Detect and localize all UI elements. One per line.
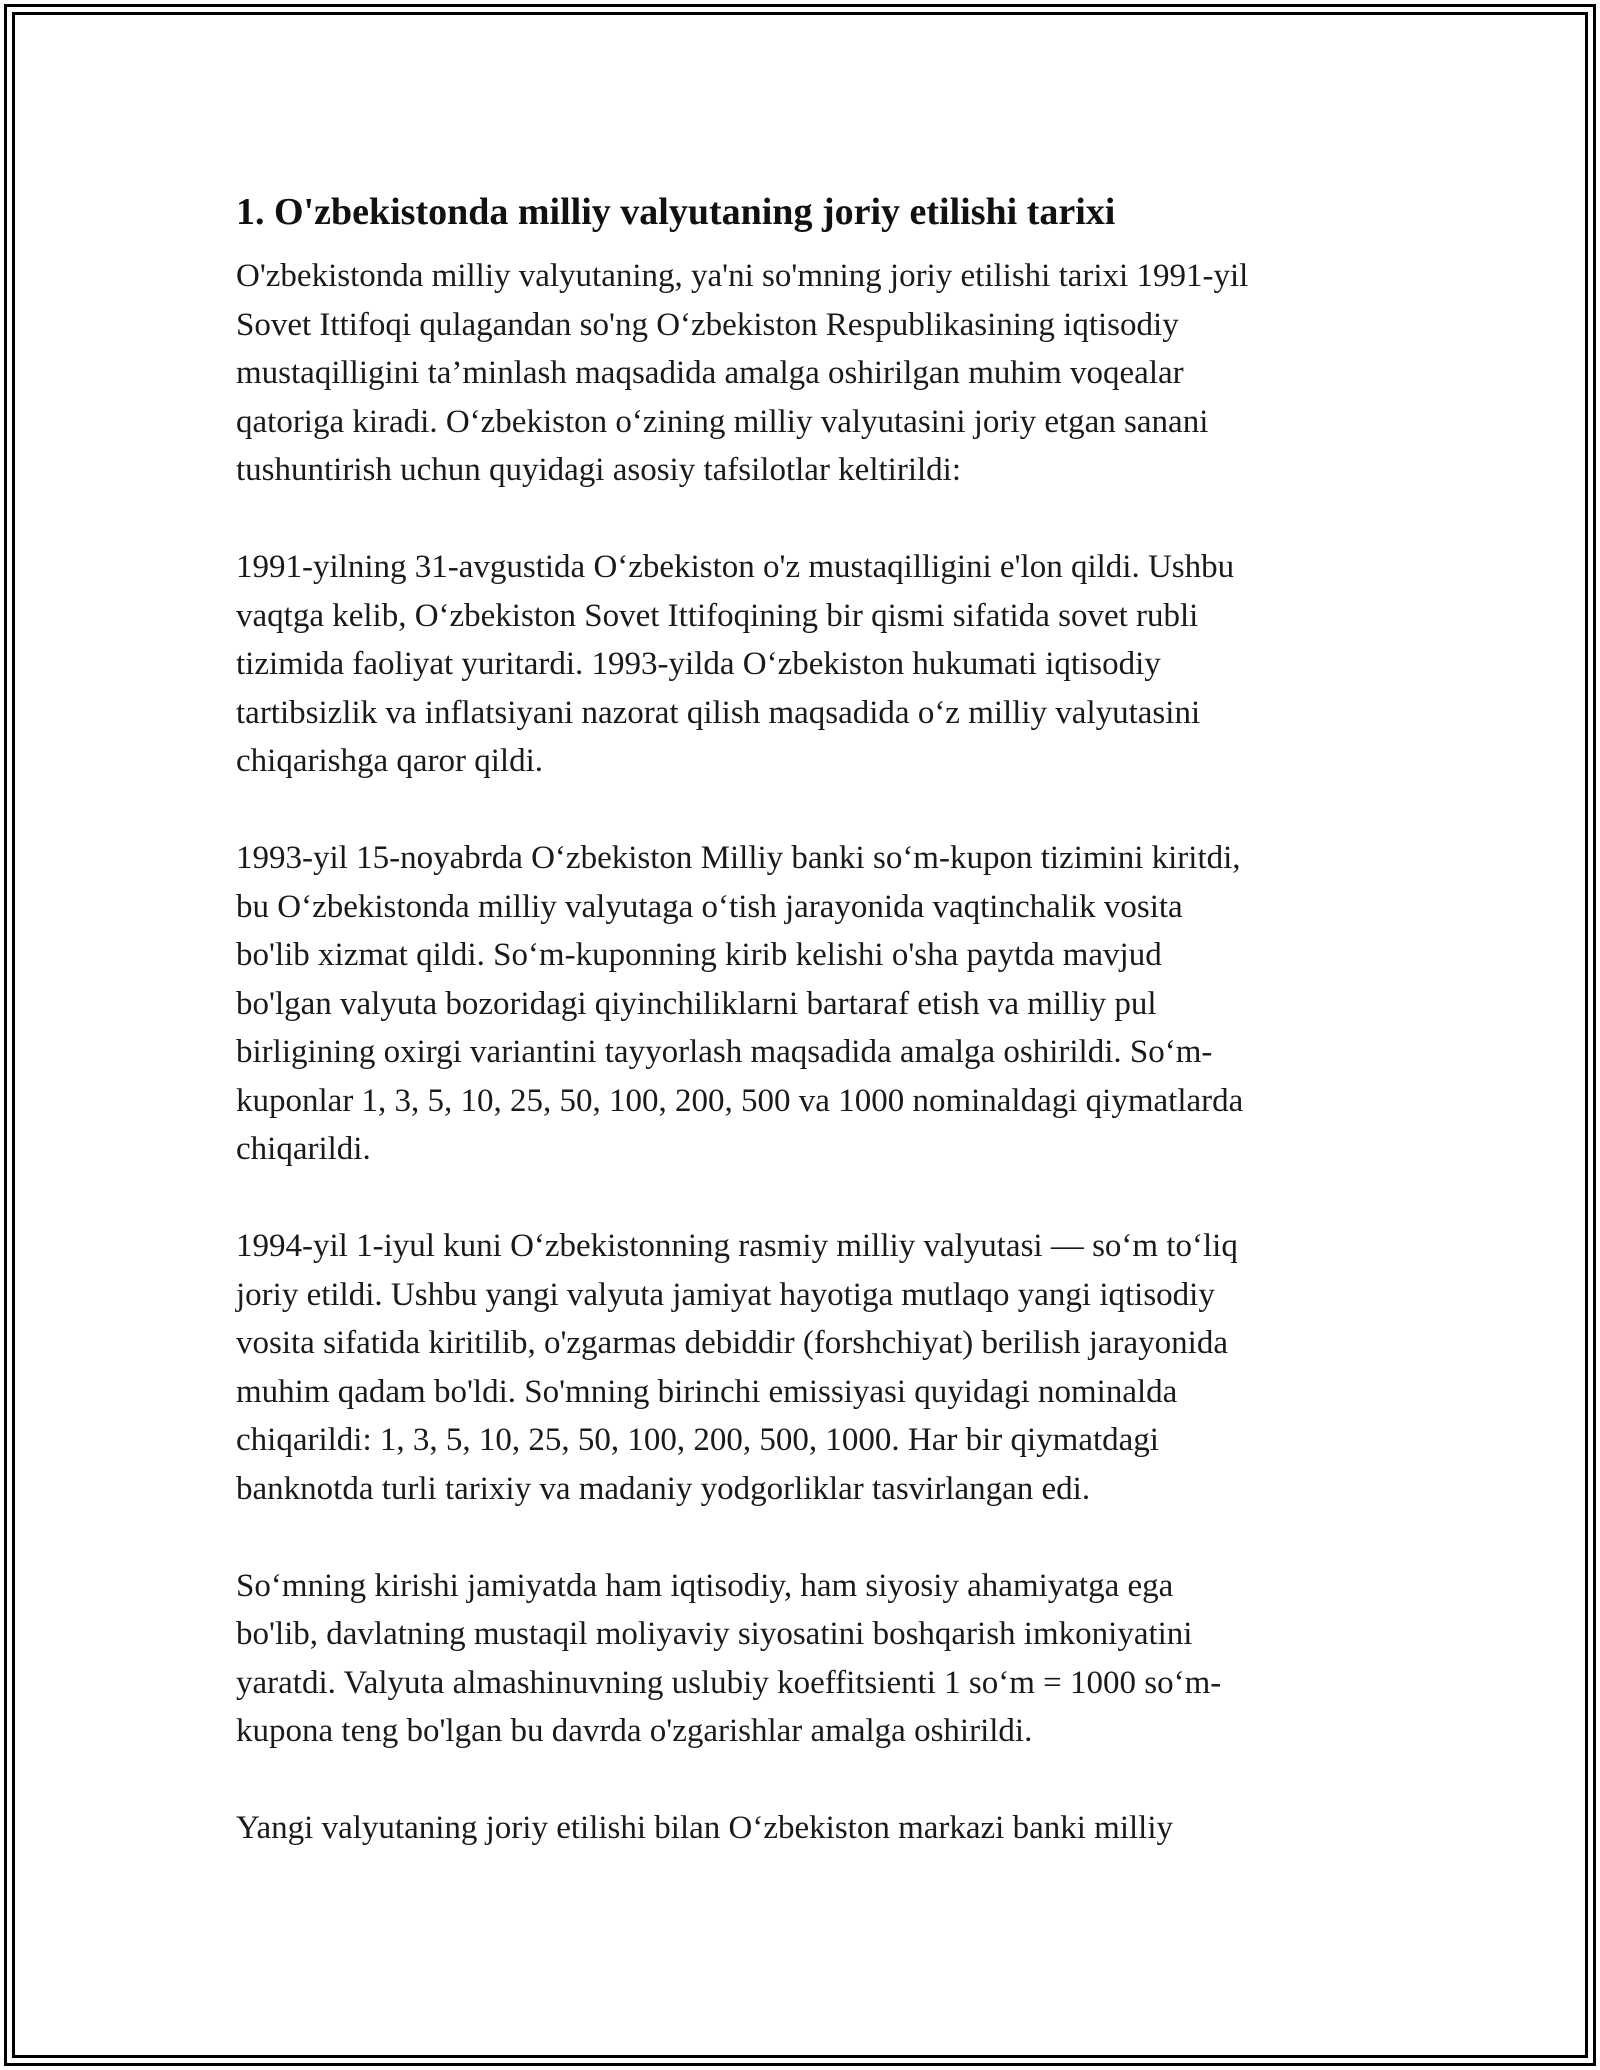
paragraph-intro: O'zbekistonda milliy valyutaning, ya'ni so'mning joriy etilishi tarixi 1991-yil Sovet Ittifoqi qulagandan so'ng O‘zbekiston Respublikasining iqtisodiy mustaqilligini ta’minlash maqsadida amalga oshirilgan muhim voqealar qatoriga kiradi. O‘zbekiston o‘zining milliy valyutasini joriy etgan sanani tushuntirish uchun quyidagi asosiy tafsilotlar keltirildi:: [236, 258, 1249, 488]
paragraph-significance: So‘mning kirishi jamiyatda ham iqtisodiy, ham siyosiy ahamiyatga ega bo'lib, davlatning mustaqil moliyaviy siyosatini boshqarish imkoniyatini yaratdi. Valyuta almashinuvning uslubiy koeffitsienti 1 so‘m = 1000 so‘m- kupona teng bo'lgan bu davrda o'zgarishlar amalga oshirildi.: [236, 1567, 1222, 1749]
section-title: 1. O'zbekistonda milliy valyutaning joriy etilishi tarixi: [236, 191, 1116, 233]
paragraph-central-bank: Yangi valyutaning joriy etilishi bilan O‘zbekiston markazi banki milliy: [236, 1810, 1174, 1846]
paragraph-1993-som-kupon: 1993-yil 15-noyabrda O‘zbekiston Milliy banki so‘m-kupon tizimini kiritdi, bu O‘zbekistonda milliy valyutaga o‘tish jarayonida vaqtinchalik vosita bo'lib xizmat qildi. So‘m-kuponning kirib kelishi o'sha paytda mavjud bo'lgan valyuta bozoridagi qiyinchiliklarni bartaraf etish va milliy pul birligining oxirgi variantini tayyorlash maqsadida amalga oshirildi. So‘m- kuponlar 1, 3, 5, 10, 25, 50, 100, 200, 500 va 1000 nominaldagi qiymatlarda chiqarildi.: [236, 840, 1244, 1167]
paragraph-1991: 1991-yilning 31-avgustida O‘zbekiston o'z mustaqilligini e'lon qildi. Ushbu vaqtga kelib, O‘zbekiston Sovet Ittifoqining bir qismi sifatida sovet rubli tizimida faoliyat yuritardi. 1993-yilda O‘zbekiston hukumati iqtisodiy tartibsizlik va inflatsiyani nazorat qilish maqsadida o‘z milliy valyutasini chiqarishga qaror qildi.: [236, 549, 1235, 779]
paragraph-1994-som: 1994-yil 1-iyul kuni O‘zbekistonning rasmiy milliy valyutasi — so‘m to‘liq joriy etildi. Ushbu yangi valyuta jamiyat hayotiga mutlaqo yangi iqtisodiy vosita sifatida kiritilib, o'zgarmas debiddir (forshchiyat) berilish jarayonida muhim qadam bo'ldi. So'mning birinchi emissiyasi quyidagi nominalda chiqarildi: 1, 3, 5, 10, 25, 50, 100, 200, 500, 1000. Har bir qiymatdagi banknotda turli tarixiy va madaniy yodgorliklar tasvirlangan edi.: [236, 1228, 1238, 1507]
document-body: [236, 180, 1376, 1853]
